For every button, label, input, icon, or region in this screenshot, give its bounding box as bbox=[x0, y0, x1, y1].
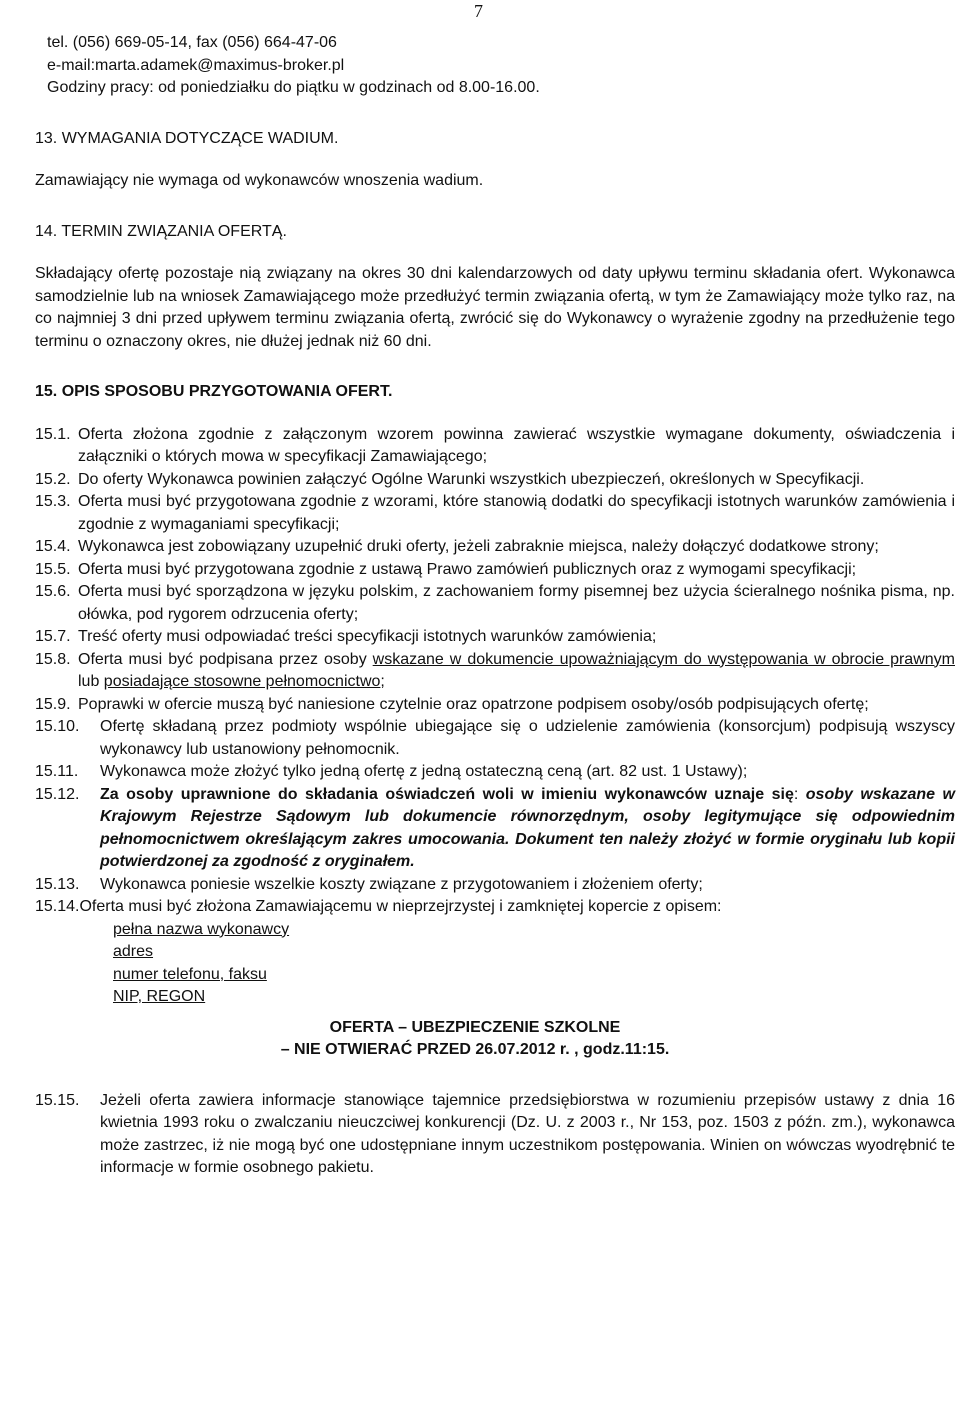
list-item-15-5: 15.5. Oferta musi być przygotowana zgodnie z ustawą Prawo zamówień publicznych oraz z wymogami specyfikacji; bbox=[35, 560, 857, 578]
contact-email: e-mail:marta.adamek@maximus-broker.pl bbox=[47, 56, 345, 74]
list-item-15-13: 15.13. Wykonawca poniesie wszelkie koszty związane z przygotowaniem i złożeniem oferty; bbox=[35, 875, 703, 893]
envelope-title: OFERTA – UBEZPIECZENIE SZKOLNE bbox=[329, 1018, 621, 1036]
list-item-15-10: 15.10. Ofertę składaną przez podmioty wspólnie ubiegające się o udzielenie zamówienia (konsorcjum) podpisują wszyscy wykonawcy lub ustanowiony pełnomocnik. bbox=[35, 718, 955, 758]
list-item-15-15: 15.15. Jeżeli oferta zawiera informacje stanowiące tajemnice przedsiębiorstwa w rozumieniu przepisów ustawy z dnia 16 kwietnia 1993 roku o zwalczaniu nieuczciwej konkurencji (Dz. U. z 2003 r., Nr 153, poz. 1503 z późn. zm.), wykonawca może zastrzec, iż nie mogą być one udostępniane innym uczestnikom postępowania. Winien on wówczas wyodrębnić te informacje w formie osobnego pakietu. bbox=[35, 1091, 955, 1176]
envelope-description-list bbox=[35, 919, 955, 1009]
list-item-15-4: 15.4. Wykonawca jest zobowiązany uzupełnić druki oferty, jeżeli zabraknie miejsca, należy dołączyć dodatkowe strony; bbox=[35, 538, 879, 555]
authorized-persons-italic: osoby wskazane w Krajowym Rejestrze Sądowym lub dokumencie równorzędnym, osoby legitymujące się odpowiednim pełnomocnictwem określającym zakres umocowania. Dokument ten należy złożyć w formie oryginału lub kopii potwierdzonej za zgodność z oryginałem. bbox=[100, 785, 955, 870]
section-13-text: Zamawiający nie wymaga od wykonawców wnoszenia wadium. bbox=[35, 172, 484, 189]
page-number: 7 bbox=[474, 1, 483, 21]
list-item-15-7: 15.7. Treść oferty musi odpowiadać treści specyfikacji istotnych warunków zamówienia; bbox=[35, 628, 657, 645]
list-item-15-2: 15.2. Do oferty Wykonawca powinien załączyć Ogólne Warunki wszystkich ubezpieczeń, określonych w Specyfikacji. bbox=[35, 470, 865, 488]
envelope-line-address: adres bbox=[113, 943, 154, 960]
list-item-15-11: 15.11. Wykonawca może złożyć tylko jedną ofertę z jedną ostateczną ceną (art. 82 ust. 1 Ustawy); bbox=[35, 763, 748, 780]
contact-hours: Godziny pracy: od poniedziałku do piątku w godzinach od 8.00-16.00. bbox=[47, 79, 540, 96]
underlined-power-of-attorney: posiadające stosowne pełnomocnictwo bbox=[103, 673, 381, 690]
underlined-authorization: wskazane w dokumencie upoważniającym do występowania w obrocie prawnym bbox=[372, 650, 955, 668]
envelope-line-nip: NIP, REGON bbox=[113, 988, 206, 1005]
section-15-heading: 15. OPIS SPOSOBU PRZYGOTOWANIA OFERT. bbox=[35, 383, 393, 400]
list-item-15-14: 15.14. Oferta musi być złożona Zamawiającemu w nieprzejrzystej i zamkniętej kopercie z opisem: bbox=[35, 898, 722, 915]
document-body bbox=[35, 32, 955, 1180]
list-item-15-3: 15.3. Oferta musi być przygotowana zgodnie z wzorami, które stanowią dodatki do specyfikacji istotnych warunków zamówienia i zgodnie z wymaganiami specyfikacji; bbox=[35, 493, 955, 533]
section-13-heading: 13. WYMAGANIA DOTYCZĄCE WADIUM. bbox=[35, 129, 339, 147]
section-14-text: Składający ofertę pozostaje nią związany na okres 30 dni kalendarzowych od daty upływu terminu składania ofert. Wykonawca samodzielnie lub na wniosek Zamawiającego może przedłużyć termin związania ofertą, w tym że Zamawiający może tylko raz, na co najmniej 3 dni przed upływem terminu związania ofertą, zwrócić się do Wykonawcy o wyrażenie zgodny na przedłużenie tego terminu o oznaczony okres, nie dłużej jednak niż 60 dni. bbox=[35, 265, 955, 350]
envelope-line-name: pełna nazwa wykonawcy bbox=[113, 920, 290, 938]
list-item-15-1: 15.1. Oferta złożona zgodnie z załączonym wzorem powinna zawierać wszystkie wymagane dokumenty, oświadczenia i załączniki o których mowa w specyfikacji Zamawiającego; bbox=[35, 425, 955, 465]
list-item-15-12: 15.12. Za osoby uprawnione do składania oświadczeń woli w imieniu wykonawców uznaje się: osoby wskazane w Krajowym Rejestrze Sądowym lub dokumencie równorzędnym, osoby legitymujące się odpowiednim pełnomocnictwem określającym zakres umocowania. Dokument ten należy złożyć w formie oryginału lub kopii potwierdzonej za zgodność z oryginałem. bbox=[35, 785, 955, 870]
list-item-15-8: 15.8. Oferta musi być podpisana przez osoby wskazane w dokumencie upoważniającym do występowania w obrocie prawnym lub posiadające stosowne pełnomocnictwo; bbox=[35, 650, 955, 690]
envelope-note: – NIE OTWIERAĆ PRZED 26.07.2012 r. , godz.11:15. bbox=[280, 1041, 670, 1058]
contact-block bbox=[35, 32, 955, 100]
envelope-line-phone: numer telefonu, faksu bbox=[113, 965, 267, 983]
section-14-heading: 14. TERMIN ZWIĄZANIA OFERTĄ. bbox=[35, 222, 287, 240]
contact-phone: tel. (056) 669-05-14, fax (056) 664-47-06 bbox=[47, 34, 337, 51]
list-item-15-9: 15.9. Poprawki w ofercie muszą być naniesione czytelnie oraz opatrzone podpisem osoby/osób podpisujących ofertę; bbox=[35, 695, 869, 713]
list-item-15-6: 15.6. Oferta musi być sporządzona w języku polskim, z zachowaniem formy pisemnej bez użycia ścieralnego nośnika pisma, np. ołówka, pod rygorem odrzucenia oferty; bbox=[35, 583, 955, 623]
